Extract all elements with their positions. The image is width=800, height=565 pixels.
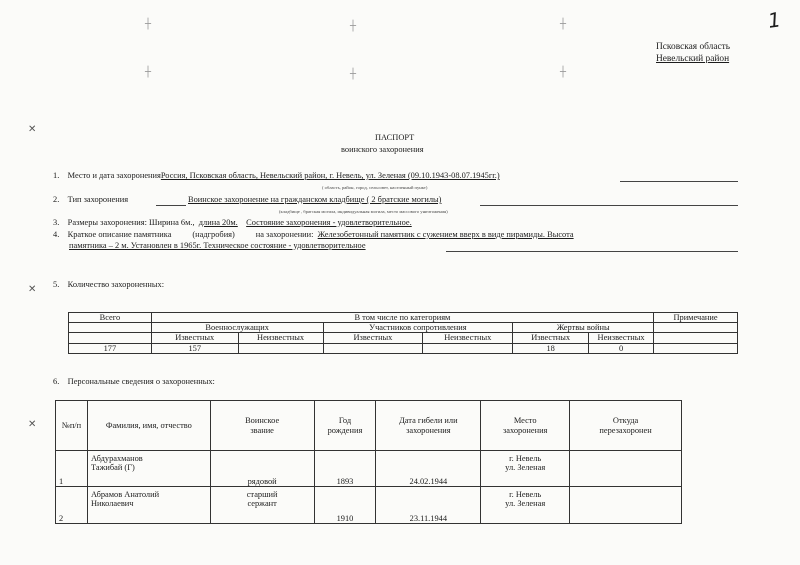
header-line: Дата гибели или — [399, 416, 458, 426]
scan-mark: ┼ — [560, 19, 567, 30]
item-label: Место и дата захоронения — [67, 171, 161, 180]
scan-mark: ┼ — [145, 19, 152, 30]
header-unknown: Неизвестных — [423, 333, 513, 343]
place-line: ул. Зеленая — [505, 499, 546, 509]
burial-type-value: Воинское захоронение на гражданском кладбище ( 2 братские могилы) — [188, 195, 442, 204]
table-row — [56, 451, 682, 487]
counts-table — [68, 312, 738, 354]
scan-mark: ✕ — [28, 124, 37, 135]
scan-mark: ✕ — [28, 284, 37, 295]
header-note: Примечание — [654, 313, 738, 323]
item-6 — [53, 378, 215, 386]
person-reburied-from — [570, 487, 682, 524]
header-soldiers: Военнослужащих — [151, 323, 323, 333]
underline — [156, 205, 186, 206]
name-line: Николаевич — [90, 499, 134, 509]
header-categories: В том числе по категориям — [151, 313, 653, 323]
col-header-name: Фамилия, имя, отчество — [87, 401, 210, 451]
name-line: Тажибай (Г) — [90, 463, 135, 473]
header-line: Место — [513, 416, 537, 426]
person-rank — [210, 451, 314, 487]
document-title: ПАСПОРТ — [375, 133, 415, 142]
person-death-date: 23.11.1944 — [376, 487, 481, 524]
resistance-known-value — [323, 343, 423, 353]
scan-mark: ┼ — [350, 69, 357, 80]
scan-mark: ┼ — [560, 67, 567, 78]
item-number: 1. — [53, 171, 60, 180]
item-label: Персональные сведения о захороненных: — [67, 377, 215, 386]
person-birth-year: 1910 — [314, 487, 376, 524]
item-number: 5. — [53, 280, 60, 289]
monument-description: Железобетонный памятник с сужением вверх в виде пирамиды. Высота — [317, 230, 574, 239]
rank-line: сержант — [247, 499, 277, 509]
name-line: Абдурахманов — [90, 454, 143, 463]
header-line: Год — [338, 416, 352, 426]
header-line: перезахоронен — [599, 425, 652, 435]
blank-cell — [69, 323, 152, 333]
item-label: Количество захороненных: — [67, 280, 165, 289]
burial-place-value: Россия, Псковская область, Невельский район, г. Невель, ул. Зеленая (09.10.1943-08.07.1945гг.) — [160, 171, 500, 180]
note-value — [654, 343, 738, 353]
place-line: ул. Зеленая — [505, 463, 546, 473]
page-number: 1 — [766, 7, 783, 33]
person-burial-place — [481, 487, 570, 524]
total-value: 177 — [69, 343, 152, 353]
col-header-burial-place — [481, 401, 570, 451]
underline — [446, 251, 738, 252]
victims-unknown-value: 0 — [589, 343, 654, 353]
item-1-hint: ( область, район, город, сельсовет, населенный пункт) — [322, 185, 428, 190]
header-known: Известных — [151, 333, 238, 343]
header-unknown: Неизвестных — [238, 333, 323, 343]
person-name — [87, 451, 210, 487]
item-number: 4. — [53, 230, 60, 239]
underline — [620, 181, 738, 182]
person-name — [87, 487, 210, 524]
col-header-number: №п/п — [56, 401, 88, 451]
col-header-reburied-from — [570, 401, 682, 451]
header-known: Известных — [323, 333, 423, 343]
person-burial-place — [481, 451, 570, 487]
scan-mark: ┼ — [350, 21, 357, 32]
place-line: г. Невель — [509, 490, 542, 499]
condition-value: Состояние захоронения - удовлетворительное. — [246, 218, 412, 227]
victims-known-value: 18 — [513, 343, 589, 353]
rank-line: рядовой — [247, 476, 277, 486]
document-subtitle: воинского захоронения — [341, 145, 424, 154]
header-region: Псковская область — [656, 42, 731, 52]
header-line: Откуда — [612, 416, 639, 426]
row-number: 1 — [56, 451, 88, 487]
resistance-unknown-value — [423, 343, 513, 353]
header-line: рождения — [327, 425, 363, 435]
item-1 — [53, 172, 500, 180]
item-number: 3. — [53, 218, 60, 227]
item-label: Размеры захоронения: Шир — [67, 218, 167, 227]
persons-table — [55, 400, 682, 524]
item-number: 2. — [53, 195, 60, 204]
header-resistance: Участников сопротивления — [323, 323, 513, 333]
blank-cell — [654, 333, 738, 343]
person-rank — [210, 487, 314, 524]
header-line: захоронения — [502, 425, 548, 435]
soldiers-unknown-value — [238, 343, 323, 353]
item-3 — [53, 219, 412, 227]
item-label: Краткое описание памятника (надгробия) на захоронении: — [67, 230, 314, 239]
blank-cell — [69, 333, 152, 343]
person-reburied-from — [570, 451, 682, 487]
header-known: Известных — [513, 333, 589, 343]
header-war-victims: Жертвы войны — [513, 323, 654, 333]
row-number: 2 — [56, 487, 88, 524]
header-line: звание — [250, 425, 274, 435]
item-4 — [53, 231, 574, 239]
length-value: длина 20м. — [198, 218, 238, 227]
width-value: ина 6м., — [166, 218, 195, 227]
blank-cell — [654, 323, 738, 333]
item-2-hint: (кладбище , братская могила, индивидуальная могила, место массового уничтожения) — [279, 209, 448, 214]
scan-mark: ✕ — [28, 419, 37, 430]
table-row — [56, 487, 682, 524]
header-total: Всего — [69, 313, 152, 323]
header-line: Воинское — [245, 416, 280, 426]
monument-description-cont: памятника – 2 м. Установлен в 1965г. Техническое состояние - удовлетворительное — [69, 241, 366, 250]
header-district: Невельский район — [656, 54, 730, 64]
person-birth-year: 1893 — [314, 451, 376, 487]
col-header-rank — [210, 401, 314, 451]
col-header-birth-year — [314, 401, 376, 451]
soldiers-known-value: 157 — [151, 343, 238, 353]
item-label: Тип захоронения — [67, 195, 129, 204]
place-line: г. Невель — [509, 454, 542, 463]
item-2 — [53, 196, 128, 204]
person-death-date: 24.02.1944 — [376, 451, 481, 487]
name-line: Абрамов Анатолий — [90, 490, 160, 499]
rank-line: старший — [246, 490, 278, 499]
underline — [480, 205, 738, 206]
header-unknown: Неизвестных — [589, 333, 654, 343]
scan-mark: ┼ — [145, 67, 152, 78]
item-5 — [53, 281, 164, 289]
header-line: захоронения — [406, 425, 451, 435]
item-number: 6. — [53, 377, 60, 386]
col-header-death-date — [376, 401, 481, 451]
